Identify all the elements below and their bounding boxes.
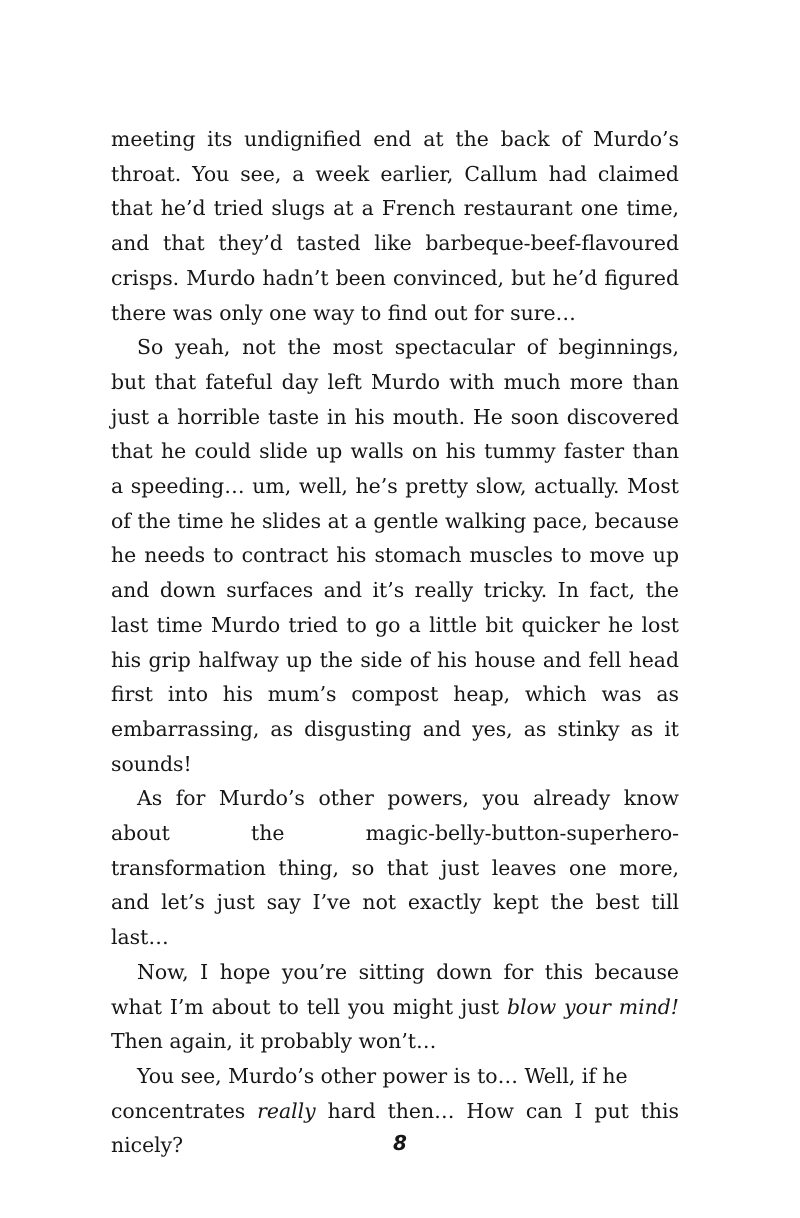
emphasis-text: blow your mind! <box>506 994 679 1019</box>
paragraph-blow-your-mind <box>111 955 679 1059</box>
body-text <box>111 122 679 1163</box>
paragraph-other-power: You see, Murdo’s other power is to… Well, if he <box>137 1063 628 1088</box>
page-number: 8 <box>393 1131 407 1155</box>
text-run: Now, I hope you’re sitting down for this because what I’m about to tell you might just <box>111 959 679 1019</box>
paragraph-other-powers: As for Murdo’s other powers, you already know about the magic-belly-button-superhero-transformation thing, so that just leaves one more, and let’s just say I’ve not exactly kept the best till last… <box>111 786 679 950</box>
text-run: Then again, it probably won’t… <box>111 1029 437 1054</box>
paragraph-spectacular-beginnings: So yeah, not the most spectacular of beginnings, but that fateful day left Murdo with much more than just a horrible taste in his mouth. He soon discovered that he could slide up walls on his tummy faster than a speeding… um, well, he’s pretty slow, actually. Most of the time he slides at a gentle walking pace, because he needs to contract his stomach muscles to move up and down surfaces and it’s really tricky. In fact, the last time Murdo tried to go a little bit quicker he lost his grip halfway up the side of his house and fell head first into his mum’s compost heap, which was as embarrassing, as disgusting and yes, as stinky as it sounds! <box>111 335 679 776</box>
paragraph-continued: meeting its undignified end at the back of Murdo’s throat. You see, a week earlier, Callum had claimed that he’d tried slugs at a French restaurant one time, and that they’d tasted like barbeque-beef-flavoured crisps. Murdo hadn’t been convinced, but he’d figured there was only one way to find out for sure… <box>111 127 679 325</box>
emphasis-text: really <box>257 1098 316 1123</box>
text-run: hard then… How can I put this nicely? <box>111 1098 679 1158</box>
text-run: concentrates <box>111 1098 258 1123</box>
